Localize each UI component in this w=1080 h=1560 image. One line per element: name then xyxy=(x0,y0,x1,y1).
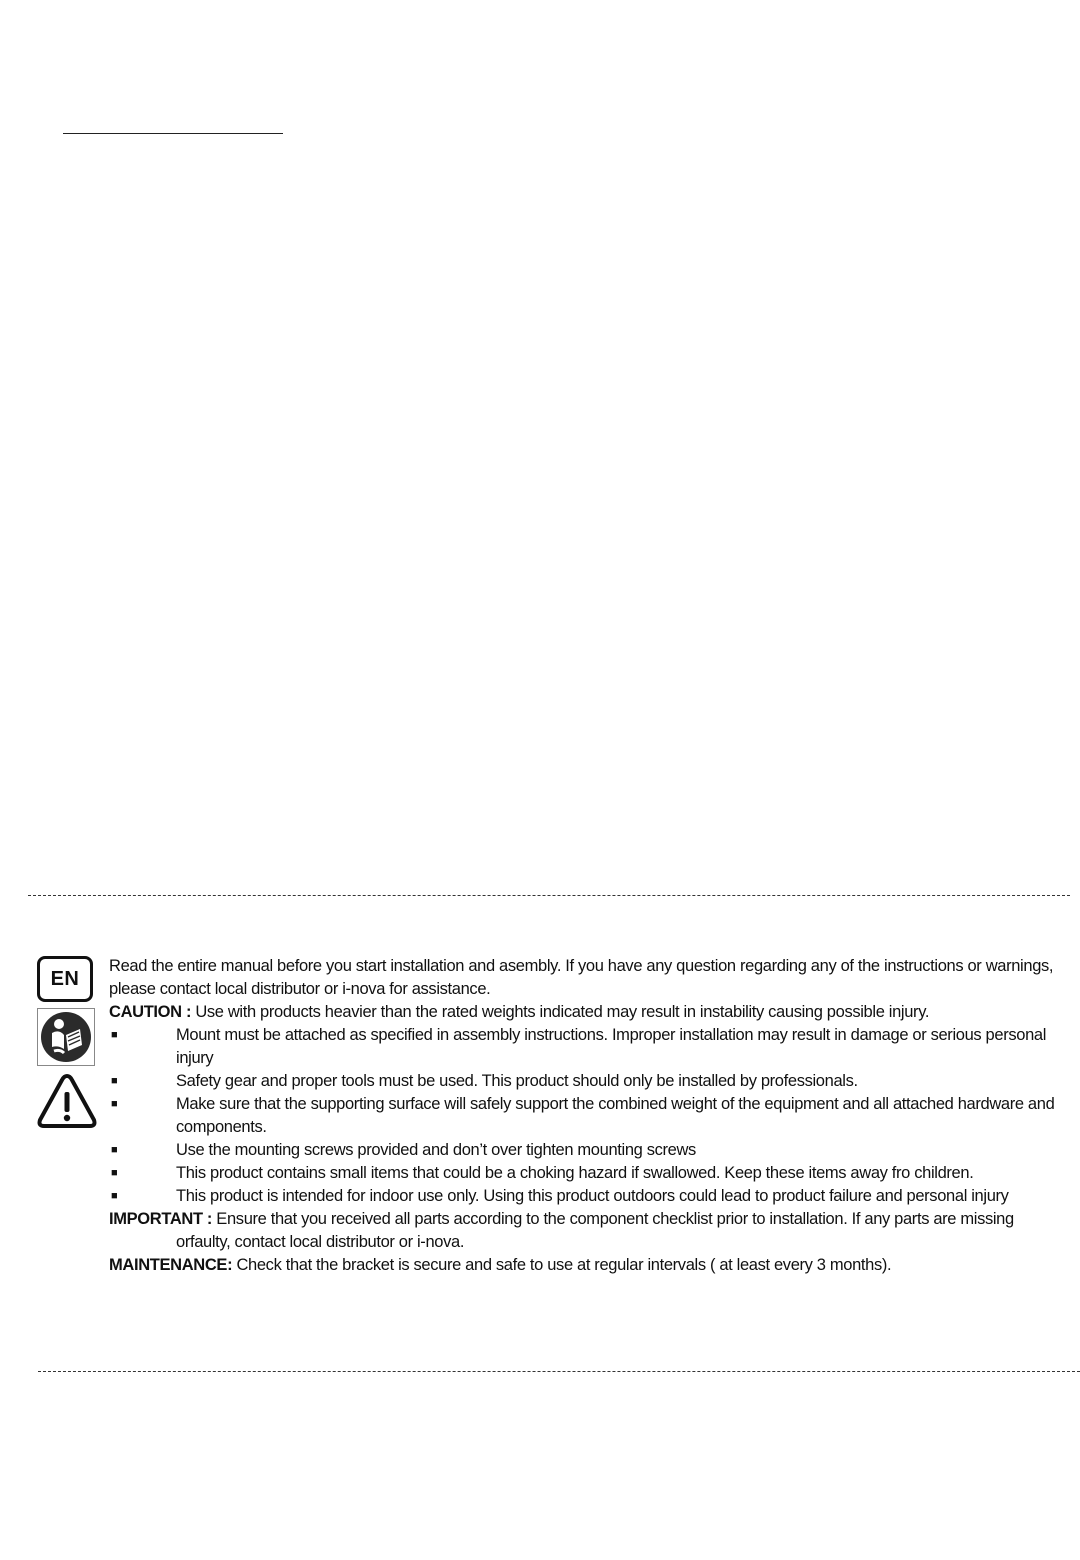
list-item xyxy=(109,1070,1059,1093)
list-item xyxy=(109,1162,1059,1185)
list-item xyxy=(109,1093,1059,1139)
bullet-marker: ■ xyxy=(111,1075,118,1087)
caution-label: CAUTION : xyxy=(109,1003,192,1021)
bullet-marker: ■ xyxy=(111,1144,118,1156)
language-badge: EN xyxy=(37,956,93,1002)
maintenance-paragraph xyxy=(109,1254,1059,1277)
list-item-text: This product contains small items that could be a choking hazard if swallowed. Keep these items away fro children. xyxy=(176,1164,974,1182)
list-item-text: This product is intended for indoor use only. Using this product outdoors could lead to product failure and personal injury xyxy=(176,1187,1009,1205)
warning-icon xyxy=(36,1072,98,1130)
intro-text: Read the entire manual before you start installation and asembly. If you have any question regarding any of the instructions or warnings, please contact local distributor or i-nova for assistance. xyxy=(109,957,1054,998)
caution-paragraph xyxy=(109,1001,1059,1024)
read-manual-icon xyxy=(37,1008,95,1066)
maintenance-text: Check that the bracket is secure and safe to use at regular intervals ( at least every 3 months). xyxy=(232,1256,892,1274)
list-item xyxy=(109,1185,1059,1208)
list-item xyxy=(109,1139,1059,1162)
maintenance-label: MAINTENANCE: xyxy=(109,1256,233,1274)
cut-line-bottom xyxy=(38,1371,1080,1372)
safety-bullet-list xyxy=(109,1024,1059,1208)
list-item-text: Make sure that the supporting surface will safely support the combined weight of the equipment and all attached hardware and components. xyxy=(176,1095,1055,1136)
read-manual-icon-graphic xyxy=(40,1011,92,1063)
icon-column xyxy=(36,956,98,1130)
bullet-marker: ■ xyxy=(111,1098,118,1110)
important-text: Ensure that you received all parts according to the component checklist prior to installation. If any parts are missing orfaulty, contact local distributor or i-nova. xyxy=(176,1210,1014,1251)
list-item-text: Safety gear and proper tools must be used. This product should only be installed by professionals. xyxy=(176,1072,858,1090)
header-underline xyxy=(63,133,283,134)
important-label: IMPORTANT : xyxy=(109,1210,213,1228)
safety-instructions xyxy=(109,955,1059,1277)
warning-icon-graphic xyxy=(36,1072,98,1130)
bullet-marker: ■ xyxy=(111,1029,118,1041)
caution-text: Use with products heavier than the rated weights indicated may result in instability causing possible injury. xyxy=(191,1003,930,1021)
bullet-marker: ■ xyxy=(111,1167,118,1179)
list-item-text: Use the mounting screws provided and don’t over tighten mounting screws xyxy=(176,1141,696,1159)
bullet-marker: ■ xyxy=(111,1190,118,1202)
list-item xyxy=(109,1024,1059,1070)
important-paragraph xyxy=(109,1208,1059,1254)
list-item-text: Mount must be attached as specified in assembly instructions. Improper installation may result in damage or serious personal injury xyxy=(176,1026,1047,1067)
cut-line-top xyxy=(28,895,1070,896)
